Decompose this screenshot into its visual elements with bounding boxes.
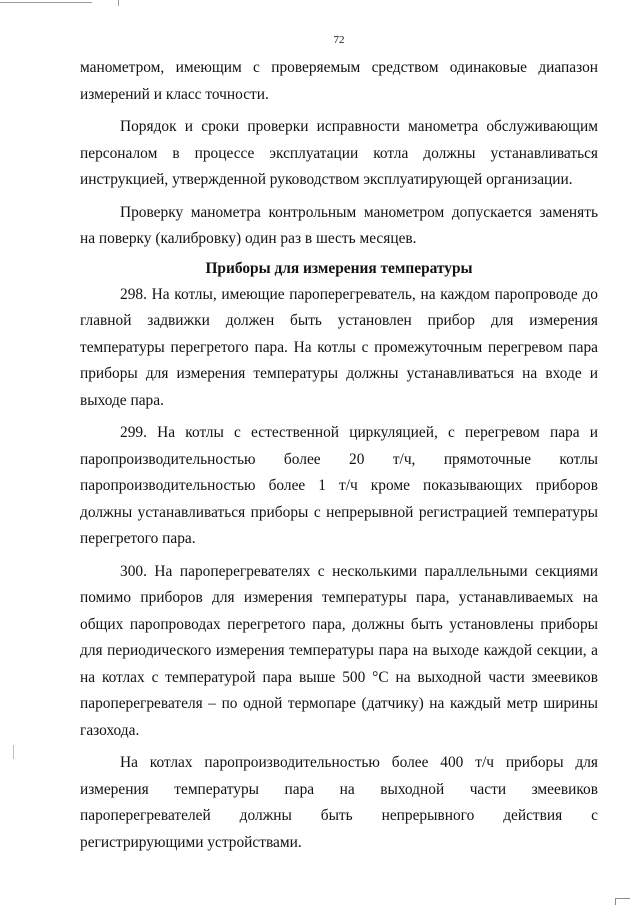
paragraph-large-boilers: На котлах паропроизводительностью более 400 т/ч приборы для измерения температуры пара на выходной части змеевиков пароперегревателей должны быть непрерывного действия с регистрирующими устройствами. bbox=[80, 754, 598, 851]
document-page bbox=[80, 33, 598, 856]
scan-edge-mark-top bbox=[0, 2, 92, 3]
scan-edge-mark-tick bbox=[118, 0, 119, 6]
page-number: 72 bbox=[333, 34, 345, 46]
scan-edge-mark-left bbox=[13, 745, 14, 759]
scan-edge-mark-corner bbox=[615, 898, 630, 905]
section-heading: Приборы для измерения температуры bbox=[205, 259, 473, 277]
paragraph-298: 298. На котлы, имеющие пароперегреватель, на каждом паропроводе до главной задвижки должен быть установлен прибор для измерения температуры перегретого пара. На котлы с промежуточным перегревом пара приборы для измерения температуры должны устанавливаться на входе и выходе пара. bbox=[80, 285, 598, 409]
paragraph-300: 300. На пароперегревателях с несколькими параллельными секциями помимо приборов для измерения температуры пара, устанавливаемых на общих паропроводах перегретого пара, должны быть установлены приборы для периодического измерения температуры пара на выходе каждой секции, а на котлах с температурой пара выше 500 °С на выходной части змеевиков пароперегревателя – по одной термопаре (датчику) на каждый метр ширины газохода. bbox=[80, 562, 598, 739]
paragraph-continuation: манометром, имеющим с проверяемым средством одинаковые диапазон измерений и класс точности. bbox=[80, 59, 598, 103]
paragraph-check-replacement: Проверку манометра контрольным манометром допускается заменять на поверку (калибровку) один раз в шесть месяцев. bbox=[80, 203, 598, 247]
paragraph-299: 299. На котлы с естественной циркуляцией, с перегревом пара и паропроизводительностью более 20 т/ч, прямоточные котлы паропроизводительностью более 1 т/ч кроме показывающих приборов должны устанавливаться приборы с непрерывной регистрацией температуры перегретого пара. bbox=[80, 424, 598, 547]
paragraph-check-procedure: Порядок и сроки проверки исправности манометра обслуживающим персоналом в процессе эксплуатации котла должны устанавливаться инструкцией, утвержденной руководством эксплуатирующей организации. bbox=[80, 118, 598, 188]
